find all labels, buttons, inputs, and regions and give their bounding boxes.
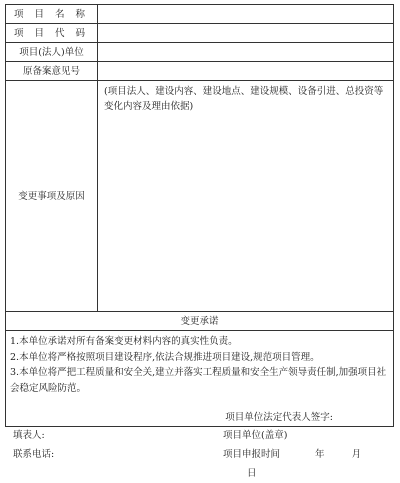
change-reason-row [6, 81, 394, 312]
original-record-row [6, 62, 394, 81]
legal-rep-signature-label: 项目单位法定代表人签字: [225, 412, 333, 423]
month-label: 月 [351, 449, 362, 460]
promise-title: 变更承诺 [6, 312, 394, 331]
change-reason-hint: (项目法人、建设内容、建设地点、建设规模、设备引进、总投资等变化内容及理由依据) [104, 86, 384, 112]
project-name-label: 项 目 名 称 [6, 5, 98, 24]
original-record-field[interactable] [98, 62, 394, 81]
project-name-field[interactable] [98, 5, 394, 24]
promise-title-row [6, 312, 394, 331]
project-code-row [6, 24, 394, 43]
form-footer [13, 426, 383, 483]
original-record-label: 原备案意见号 [6, 62, 98, 81]
project-unit-field[interactable] [98, 43, 394, 62]
record-change-form [5, 4, 394, 427]
project-unit-row [6, 43, 394, 62]
promise-item: 2.本单位将严格按照项目建设程序,依法合规推进项目建设,规范项目管理。 [10, 351, 320, 363]
change-reason-field[interactable] [98, 81, 394, 312]
phone-label: 联系电话: [13, 449, 55, 460]
project-code-field[interactable] [98, 24, 394, 43]
promise-item: 1.本单位承诺对所有备案变更材料内容的真实性负责。 [10, 336, 238, 347]
day-label: 日 [247, 468, 257, 479]
change-reason-label: 变更事项及原因 [6, 81, 98, 312]
apply-time-group [223, 445, 383, 483]
promise-body-row [6, 331, 394, 427]
promise-body [6, 331, 394, 427]
year-label: 年 [315, 449, 325, 460]
project-name-row [6, 5, 394, 24]
promise-item: 3.本单位将严把工程质量和安全关,建立并落实工程质量和安全生产领导责任制,加强项目社会稳定风险防范。 [10, 367, 387, 394]
project-code-label: 项 目 代 码 [6, 24, 98, 43]
filler-label: 填表人: [13, 430, 45, 441]
apply-time-label: 项目申报时间 [223, 449, 281, 460]
project-unit-label: 项目(法人)单位 [6, 43, 98, 62]
unit-seal-label: 项目单位(盖章) [223, 430, 288, 441]
